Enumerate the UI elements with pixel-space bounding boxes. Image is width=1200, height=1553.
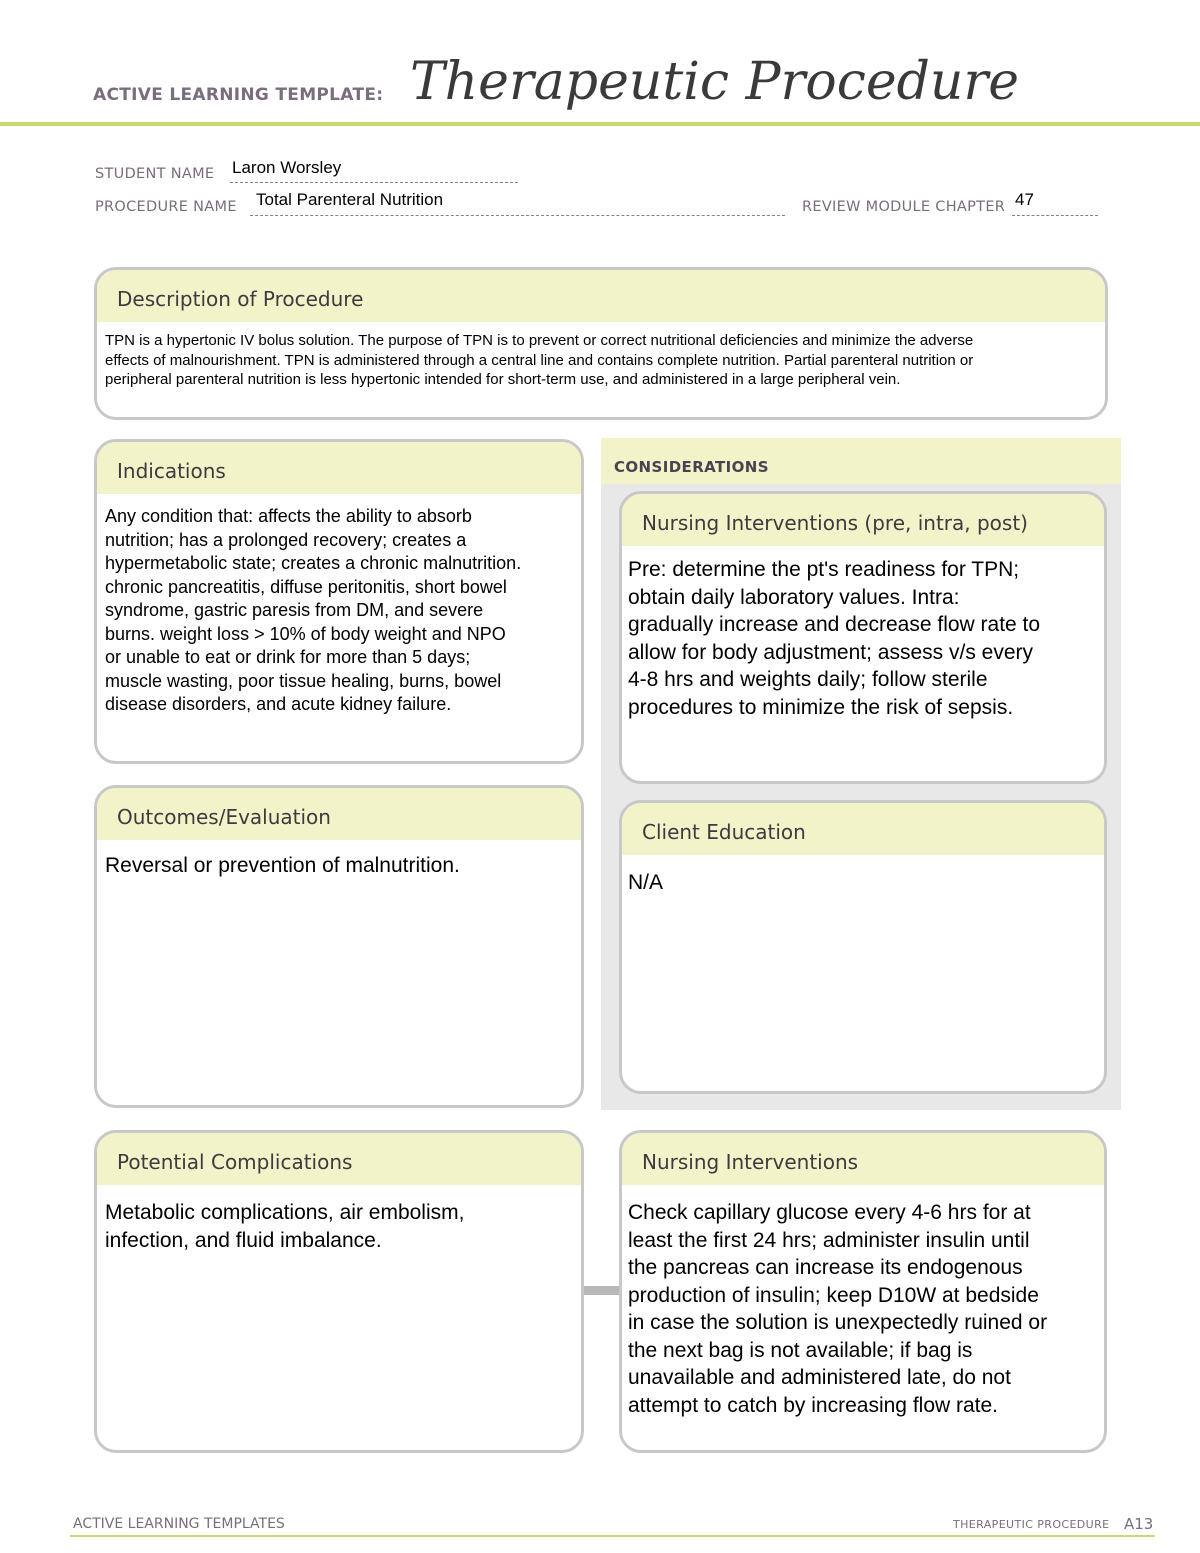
- footer-right: THERAPEUTIC PROCEDURE: [953, 1518, 1110, 1531]
- nursing-interventions-line: least the first 24 hrs; administer insulin until: [628, 1228, 1030, 1252]
- considerations-title: CONSIDERATIONS: [614, 458, 769, 476]
- nursing-interventions-line: the pancreas can increase its endogenous: [628, 1256, 1023, 1279]
- footer-rule: [70, 1535, 1155, 1537]
- description-title: Description of Procedure: [97, 270, 1105, 322]
- nursing-pre-line: procedures to minimize the risk of sepsis.: [628, 695, 1014, 719]
- nursing-interventions-line: the next bag is not available; if bag is: [628, 1338, 973, 1362]
- procedure-name-field[interactable]: Total Parenteral Nutrition: [256, 190, 444, 209]
- indications-line: burns. weight loss > 10% of body weight and NPO: [105, 623, 506, 644]
- nursing-pre-title: Nursing Interventions (pre, intra, post): [622, 494, 1104, 546]
- page-number: A13: [1124, 1515, 1154, 1533]
- student-name-field[interactable]: Laron Worsley: [232, 158, 342, 177]
- review-module-label: REVIEW MODULE CHAPTER: [802, 199, 1006, 215]
- complications-text[interactable]: [97, 1185, 581, 1254]
- indications-line: hypermetabolic state; creates a chronic malnutrition.: [105, 553, 522, 573]
- description-text[interactable]: [97, 322, 1105, 390]
- header-rule: [0, 122, 1200, 126]
- nursing-interventions-box: [619, 1130, 1107, 1453]
- complications-line: Metabolic complications, air embolism,: [105, 1201, 465, 1224]
- outcomes-box: [94, 785, 584, 1108]
- nursing-interventions-line: Check capillary glucose every 4-6 hrs for at: [628, 1201, 1031, 1224]
- nursing-pre-text[interactable]: [622, 546, 1104, 721]
- outcomes-line: Reversal or prevention of malnutrition.: [105, 854, 460, 877]
- nursing-interventions-line: in case the solution is unexpectedly ruined or: [628, 1311, 1048, 1334]
- client-education-title: Client Education: [622, 803, 1104, 855]
- nursing-pre-box: [619, 491, 1107, 784]
- nursing-pre-line: 4-8 hrs and weights daily; follow sterile: [628, 668, 988, 691]
- indications-line: Any condition that: affects the ability to absorb: [105, 506, 472, 526]
- description-line: peripheral parenteral nutrition is less hypertonic intended for short-term use, and administered in a large peripheral vein.: [105, 371, 901, 388]
- procedure-name-label: PROCEDURE NAME: [95, 199, 237, 215]
- nursing-interventions-line: production of insulin; keep D10W at bedside: [628, 1283, 1039, 1307]
- nursing-pre-line: obtain daily laboratory values. Intra:: [628, 585, 960, 609]
- indications-line: or unable to eat or drink for more than 5 days;: [105, 647, 471, 667]
- nursing-interventions-line: unavailable and administered late, do not: [628, 1366, 1011, 1389]
- indications-line: syndrome, gastric paresis from DM, and severe: [105, 600, 484, 620]
- description-line: effects of malnourishment. TPN is administered through a central line and contains complete nutrition. Partial parenteral nutrition or: [105, 351, 974, 369]
- description-box: [94, 267, 1108, 420]
- review-module-underline: [1012, 215, 1098, 216]
- nursing-interventions-text[interactable]: [622, 1185, 1104, 1419]
- indications-text[interactable]: [97, 494, 581, 717]
- indications-line: muscle wasting, poor tissue healing, burns, bowel: [105, 670, 502, 691]
- client-education-text[interactable]: [622, 855, 1104, 897]
- client-education-box: [619, 800, 1107, 1094]
- indications-line: chronic pancreatitis, diffuse peritonitis, short bowel: [105, 576, 507, 597]
- nursing-interventions-line: attempt to catch by increasing flow rate.: [628, 1393, 999, 1417]
- nursing-pre-line: Pre: determine the pt's readiness for TPN;: [628, 558, 1020, 581]
- student-name-underline: [230, 182, 518, 183]
- template-label: ACTIVE LEARNING TEMPLATE:: [93, 85, 384, 105]
- nursing-pre-line: allow for body adjustment; assess v/s every: [628, 640, 1034, 664]
- client-education-line: N/A: [628, 871, 664, 894]
- nursing-pre-line: gradually increase and decrease flow rate to: [628, 613, 1041, 636]
- procedure-name-underline: [250, 215, 785, 216]
- indications-line: nutrition; has a prolonged recovery; creates a: [105, 529, 467, 550]
- nursing-interventions-title: Nursing Interventions: [622, 1133, 1104, 1185]
- indications-box: [94, 439, 584, 764]
- indications-title: Indications: [97, 442, 581, 494]
- outcomes-text[interactable]: [97, 840, 581, 880]
- complications-title: Potential Complications: [97, 1133, 581, 1185]
- complications-box: [94, 1130, 584, 1453]
- description-line: TPN is a hypertonic IV bolus solution. The purpose of TPN is to prevent or correct nutritional deficiencies and minimize the adverse: [105, 332, 974, 349]
- outcomes-title: Outcomes/Evaluation: [97, 788, 581, 840]
- complications-line: infection, and fluid imbalance.: [105, 1228, 382, 1252]
- student-name-label: STUDENT NAME: [95, 166, 215, 182]
- review-module-field[interactable]: 47: [1015, 190, 1034, 209]
- footer-left: ACTIVE LEARNING TEMPLATES: [73, 1516, 285, 1532]
- page-title: Therapeutic Procedure: [410, 52, 1019, 112]
- indications-line: disease disorders, and acute kidney failure.: [105, 694, 452, 714]
- box-connector: [584, 1286, 620, 1295]
